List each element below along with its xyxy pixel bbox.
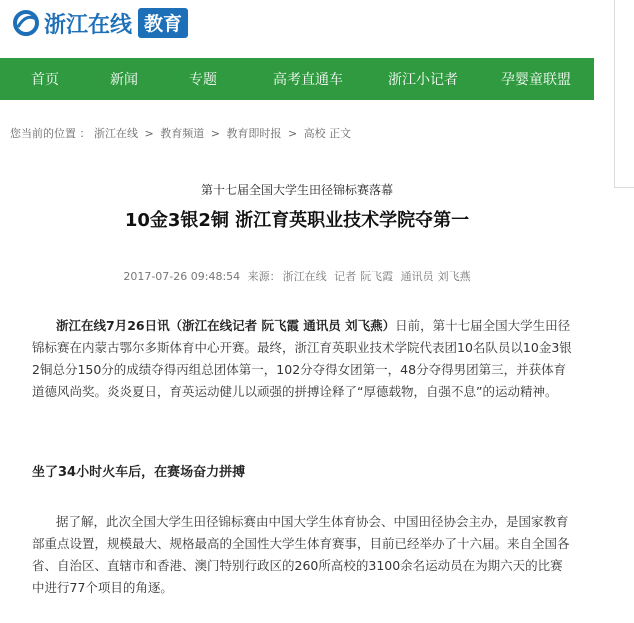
paragraph-lead: 浙江在线7月26日讯（浙江在线记者 阮飞霞 通讯员 刘飞燕） bbox=[56, 318, 396, 333]
zjol-logo-icon bbox=[12, 9, 42, 37]
article-reporter: 阮飞霞 bbox=[360, 270, 394, 283]
logo-text: 浙江在线 bbox=[44, 12, 133, 38]
correspondent-label: 通讯员 bbox=[400, 270, 434, 283]
breadcrumb-item-zjol[interactable]: 浙江在线 bbox=[94, 127, 138, 140]
article-subhead: 坐了34小时火车后，在赛场奋力拼搏 bbox=[32, 465, 246, 480]
nav-item-young-reporter[interactable]: 浙江小记者 bbox=[388, 72, 458, 88]
nav-item-topics[interactable]: 专题 bbox=[189, 72, 217, 88]
article-pretitle: 第十七届全国大学生田径锦标赛落幕 bbox=[200, 183, 393, 197]
nav-item-gaokao[interactable]: 高考直通车 bbox=[273, 72, 343, 88]
breadcrumb-prefix: 您当前的位置 ： bbox=[10, 127, 91, 140]
paragraph-body: 日前，第十七届全国大学生田径锦标赛在内蒙古鄂尔多斯体育中心开赛。最终，浙江育英职业技术学院代表团10名队员以10金3银2铜总分150分的成绩夺得丙组总团体第一，102分夺得女团第一，48分夺得男团第三，并获体育道德风尚奖。炎炎夏日，育英运动健儿以顽强的拼搏诠释了“厚德载物，自强不息”的运动精神。 bbox=[32, 318, 572, 399]
nav-item-news[interactable]: 新闻 bbox=[110, 72, 138, 88]
article-source[interactable]: 浙江在线 bbox=[282, 270, 327, 283]
article-paragraph-1 bbox=[32, 315, 572, 403]
site-logo[interactable] bbox=[12, 8, 188, 38]
breadcrumb-separator: > bbox=[144, 127, 154, 140]
breadcrumb-item-instant[interactable]: 教育即时报 bbox=[226, 127, 282, 140]
side-panel bbox=[614, 0, 634, 188]
main-nav bbox=[0, 58, 594, 100]
reporter-label: 记者 bbox=[334, 270, 357, 283]
paragraph-body: 据了解，此次全国大学生田径锦标赛由中国大学生体育协会、中国田径协会主办，是国家教育部重点设置，规模最大、规格最高的全国性大学生体育赛事，目前已经举办了十六届。来自全国各省、自治区、直辖市和香港、澳门特别行政区的260所高校的3100余名运动员在为期六天的比赛中进行77个项目的角逐。 bbox=[32, 514, 570, 595]
logo-badge: 教育 bbox=[138, 8, 188, 38]
site-header bbox=[0, 0, 634, 58]
nav-item-home[interactable]: 首页 bbox=[31, 72, 59, 88]
breadcrumb-item-edu[interactable]: 教育频道 bbox=[160, 127, 205, 140]
breadcrumb-separator: > bbox=[287, 127, 298, 140]
article-correspondent: 刘飞燕 bbox=[437, 270, 471, 283]
article-paragraph-2 bbox=[32, 511, 572, 599]
article-title: 10金3银2铜 浙江育英职业技术学院夺第一 bbox=[124, 210, 470, 231]
nav-item-baby-alliance[interactable]: 孕婴童联盟 bbox=[501, 72, 571, 88]
breadcrumb-item-current: 高校 正文 bbox=[303, 127, 352, 140]
source-label: 来源： bbox=[247, 270, 281, 283]
article-datetime: 2017-07-26 09:48:54 bbox=[123, 270, 241, 283]
article-meta bbox=[0, 268, 594, 284]
breadcrumb bbox=[10, 125, 351, 141]
breadcrumb-separator: > bbox=[210, 127, 220, 140]
